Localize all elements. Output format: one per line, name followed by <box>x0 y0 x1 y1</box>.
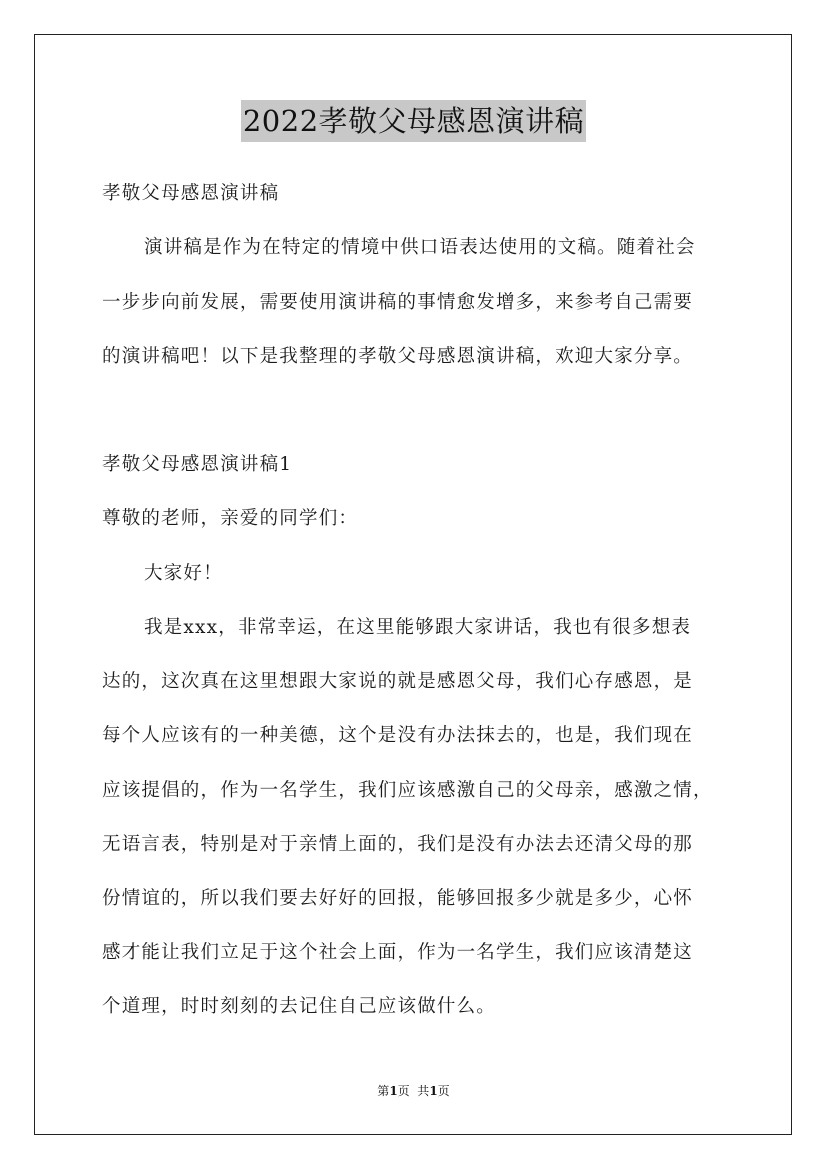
footer-mid: 页 共 <box>397 1084 430 1098</box>
greeting: 大家好！ <box>144 563 223 584</box>
footer-page-current: 1 <box>389 1084 398 1098</box>
footer-suffix: 页 <box>437 1084 450 1098</box>
body-line-6: 份情谊的，所以我们要去好好的回报，能够回报多少就是多少，心怀 <box>102 888 694 909</box>
footer-prefix: 第 <box>377 1084 390 1098</box>
body-line-8: 个道理，时时刻刻的去记住自己应该做什么。 <box>102 996 497 1017</box>
body-line-2: 达的，这次真在这里想跟大家说的就是感恩父母，我们心存感恩，是 <box>102 671 694 692</box>
title-container <box>0 100 827 142</box>
salutation: 尊敬的老师，亲爱的同学们： <box>102 508 359 529</box>
intro-line-2: 一步步向前发展，需要使用演讲稿的事情愈发增多，来参考自己需要 <box>102 292 694 313</box>
document-title: 2022孝敬父母感恩演讲稿 <box>241 100 586 142</box>
footer-page-total: 1 <box>429 1084 438 1098</box>
body-line-5: 无语言表，特别是对于亲情上面的，我们是没有办法去还清父母的那 <box>102 834 694 855</box>
subtitle: 孝敬父母感恩演讲稿 <box>102 183 280 204</box>
intro-line-1: 演讲稿是作为在特定的情境中供口语表达使用的文稿。随着社会 <box>144 237 696 258</box>
body-line-3: 每个人应该有的一种美德，这个是没有办法抹去的，也是，我们现在 <box>102 725 694 746</box>
body-line-7: 感才能让我们立足于这个社会上面，作为一名学生，我们应该清楚这 <box>102 942 694 963</box>
section-heading: 孝敬父母感恩演讲稿1 <box>102 454 293 475</box>
page-footer <box>0 1083 827 1099</box>
intro-line-3: 的演讲稿吧！以下是我整理的孝敬父母感恩演讲稿，欢迎大家分享。 <box>102 346 694 367</box>
body-line-1: 我是xxx，非常幸运，在这里能够跟大家讲话，我也有很多想表 <box>144 617 692 638</box>
body-line-4: 应该提倡的，作为一名学生，我们应该感激自己的父母亲，感激之情， <box>102 780 713 801</box>
